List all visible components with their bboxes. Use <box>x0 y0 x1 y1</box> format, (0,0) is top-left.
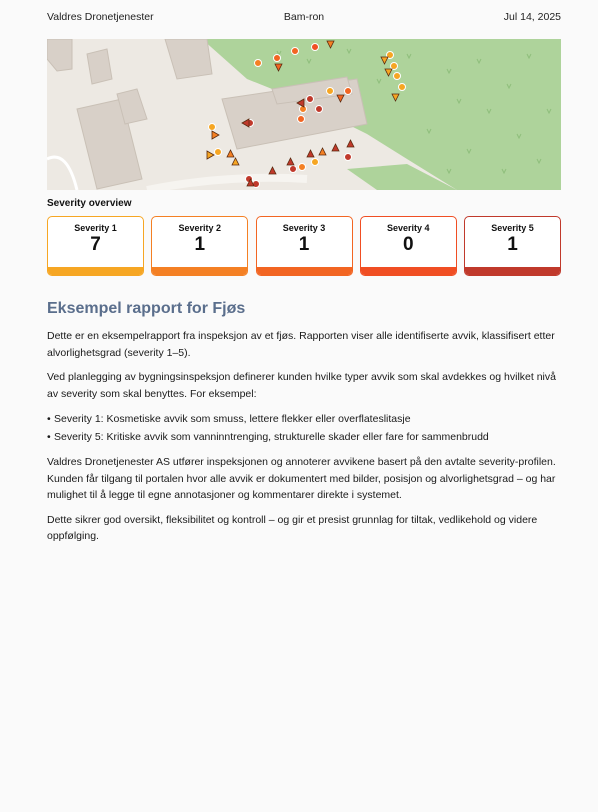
severity-card-1[interactable] <box>47 216 144 276</box>
report-title: Eksempel rapport for Fjøs <box>47 300 246 317</box>
severity-label: Severity 1 <box>74 223 117 233</box>
severity-card-5[interactable] <box>464 216 561 276</box>
report-paragraph: Ved planlegging av bygningsinspeksjon definerer kunden hvilke typer avvik som skal avdekkes og hvilket nivå av severity som skal benyttes. For eksempel: <box>47 371 556 400</box>
severity-count: 1 <box>298 234 310 255</box>
company-name: Valdres Dronetjenester <box>47 11 154 23</box>
severity-count: 1 <box>507 234 518 255</box>
map-canvas <box>47 39 561 190</box>
report-paragraph: Dette sikrer god oversikt, fleksibilitet og kontroll – og gir et presist grunnlag for tiltak, vedlikehold og videre oppfølging. <box>47 513 538 542</box>
severity-count: 7 <box>90 234 101 255</box>
severity-overview-title: Severity overview <box>47 198 132 209</box>
severity-label: Severity 3 <box>282 223 326 233</box>
list-item: • Severity 1: Kosmetiske avvik som smuss, lettere flekker eller overflateslitasje <box>47 410 561 428</box>
list-item: • Severity 5: Kritiske avvik som vanninntrenging, strukturelle skader eller fare for sammenbrudd <box>47 428 561 446</box>
page-header <box>47 0 561 33</box>
report-paragraph: Valdres Dronetjenester AS utfører inspeksjonen og annoterer avvikene basert på den avtalte severity-profilen. Kunden får tilgang til portalen hvor alle avvik er dokumentert med bilder, posisjon og alvorlighetsgrad – og har mulighet til å legge til egne annotasjoner og kommentarer direkte i systemet. <box>47 456 556 501</box>
severity-color-bar <box>361 267 456 275</box>
severity-card-2[interactable] <box>151 216 248 276</box>
severity-count: 1 <box>194 234 206 255</box>
report-date: Jul 14, 2025 <box>503 11 561 23</box>
severity-card-3[interactable] <box>256 216 353 276</box>
inspection-map[interactable] <box>47 39 561 190</box>
report-paragraph: Dette er en eksempelrapport fra inspeksjon av et fjøs. Rapporten viser alle identifiserte avvik, klassifisert etter alvorlighetsgrad (severity 1–5). <box>47 330 555 359</box>
severity-color-bar <box>152 267 247 275</box>
report-page <box>47 0 561 542</box>
severity-cards <box>47 216 561 276</box>
location-name: Bam-ron <box>283 11 325 23</box>
severity-color-bar <box>257 267 352 275</box>
severity-label: Severity 5 <box>491 223 534 233</box>
severity-label: Severity 2 <box>178 223 222 233</box>
severity-examples-list <box>47 410 561 446</box>
report-content <box>47 300 561 553</box>
severity-color-bar <box>48 267 143 275</box>
severity-card-4[interactable] <box>360 216 457 276</box>
severity-color-bar <box>465 267 560 275</box>
severity-label: Severity 4 <box>386 223 430 233</box>
severity-count: 0 <box>402 234 414 255</box>
